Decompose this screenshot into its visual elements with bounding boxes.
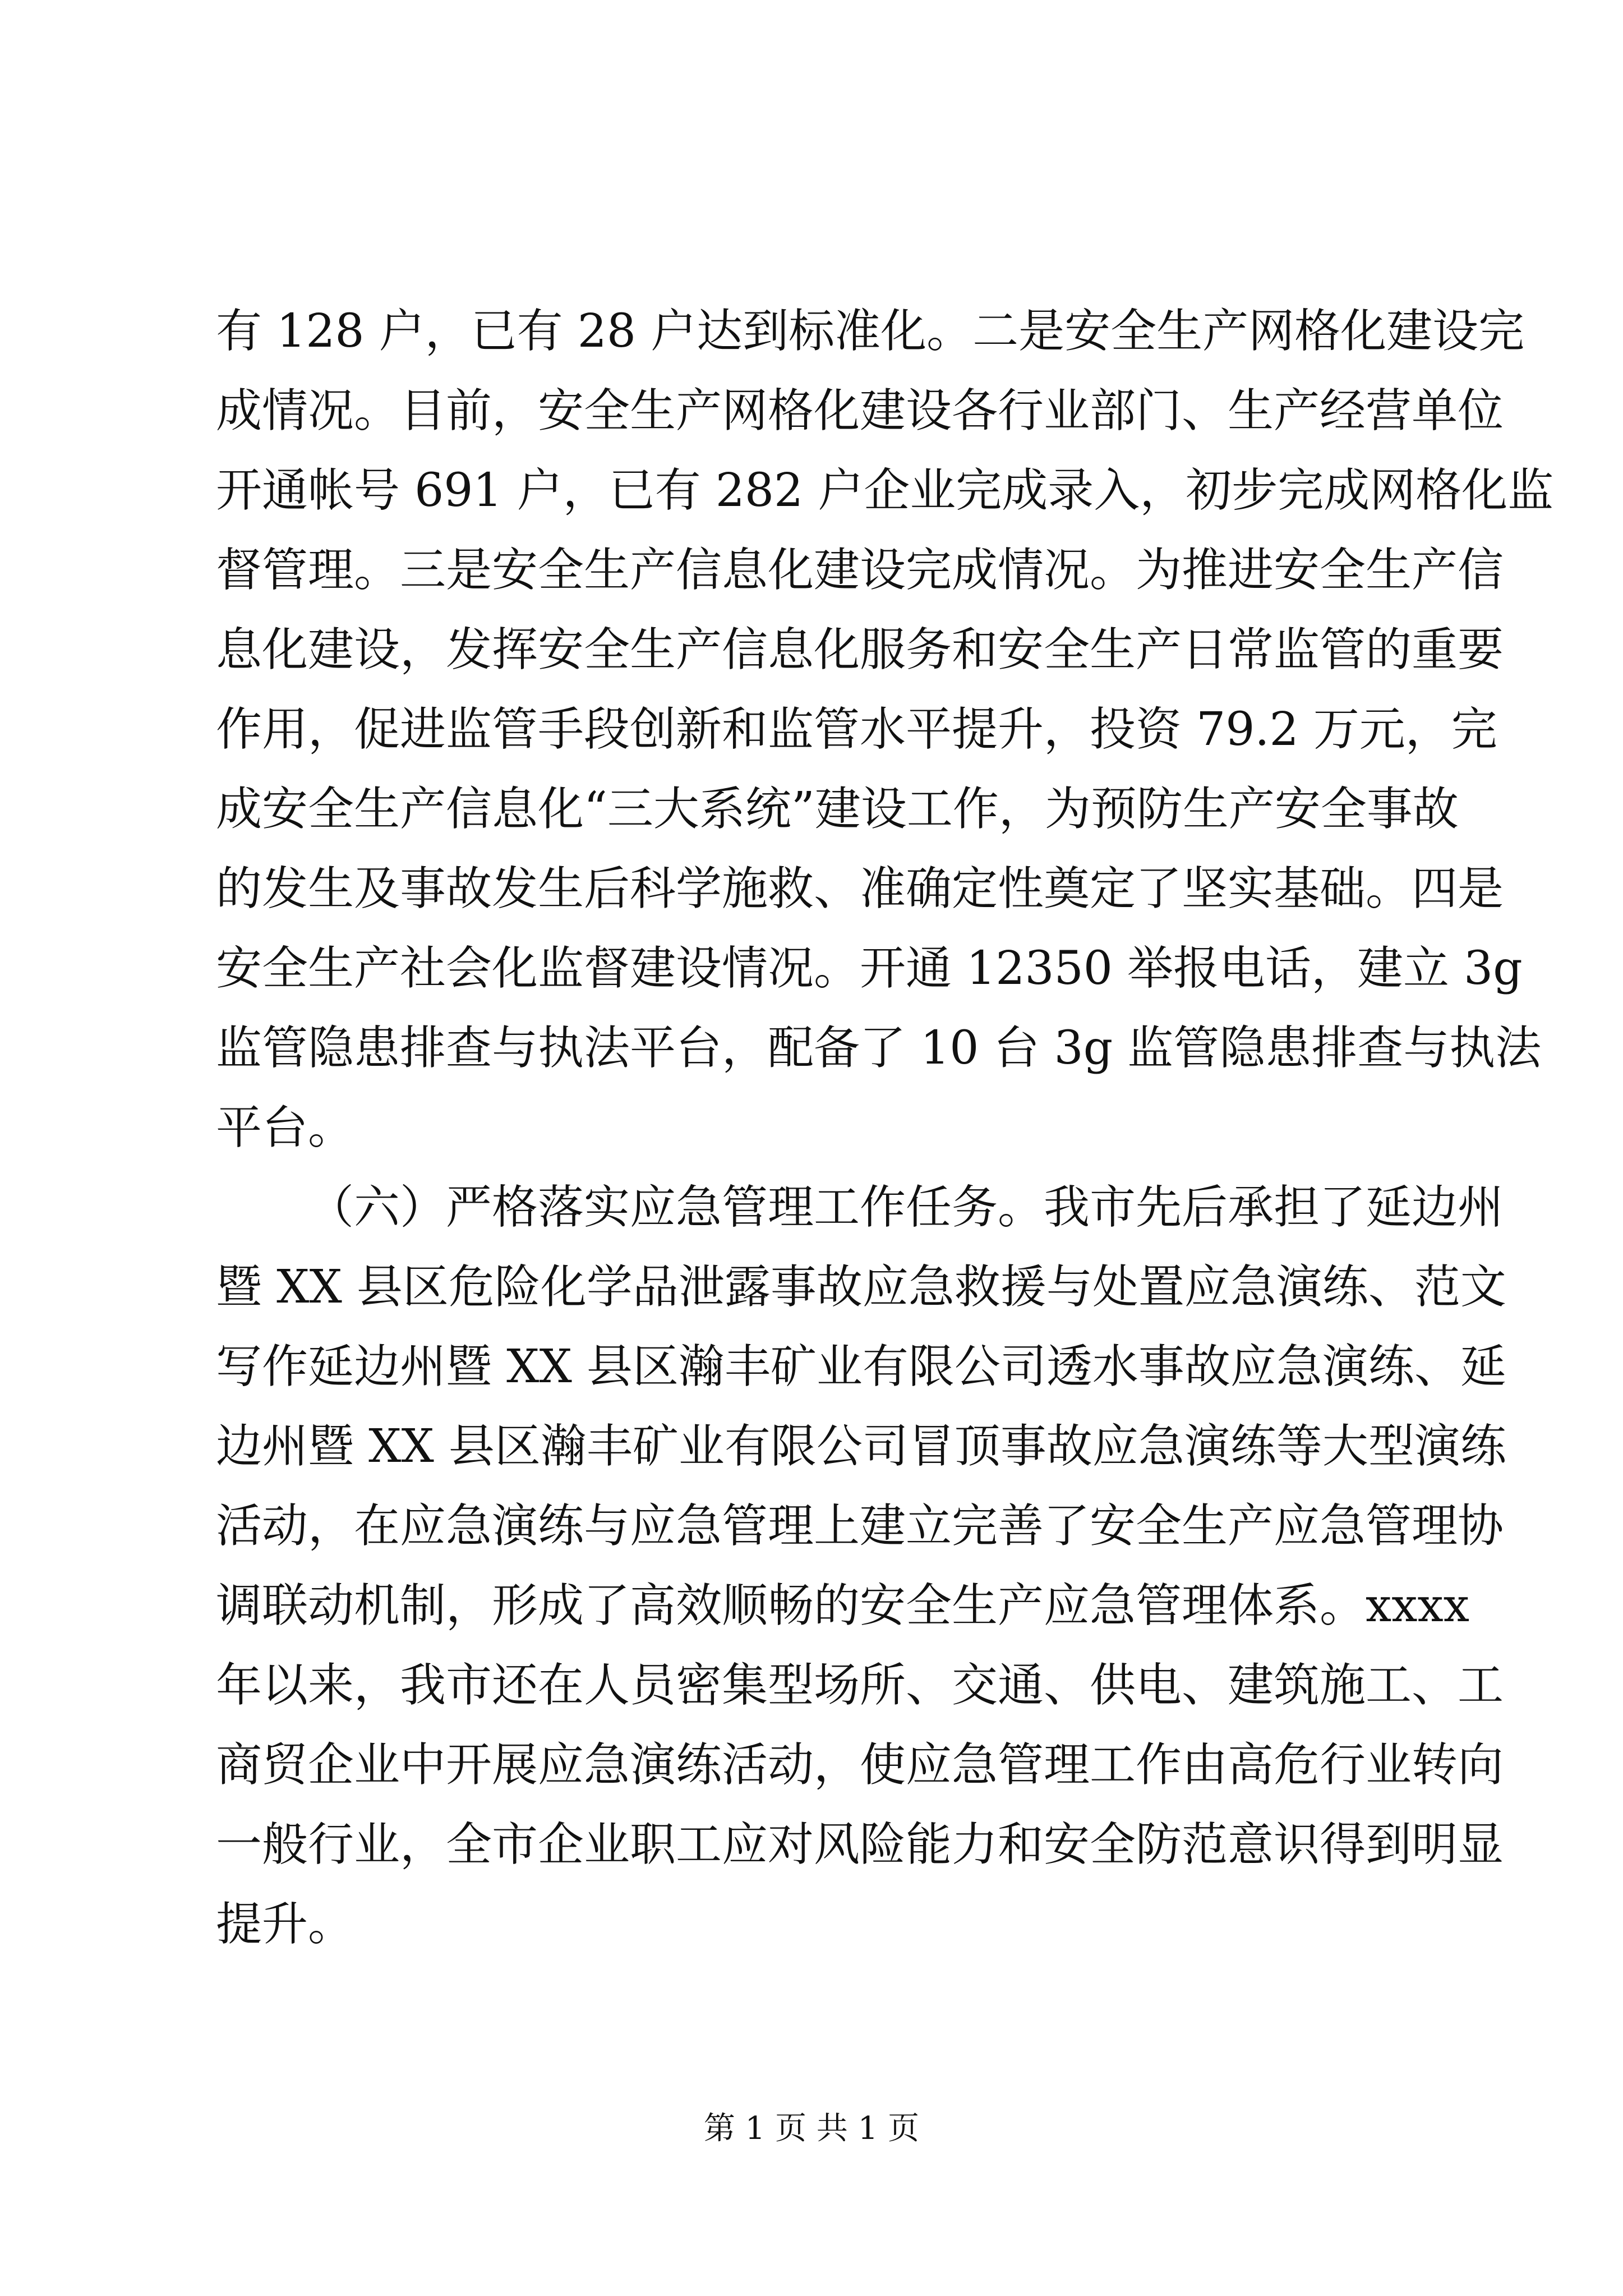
text-line: 平台。 bbox=[216, 1101, 354, 1154]
text-line: 的发生及事故发生后科学施救、准确定性奠定了坚实基础。四是 bbox=[216, 862, 1504, 915]
text-line: 边州暨 XX 县区瀚丰矿业有限公司冒顶事故应急演练等大型演练 bbox=[216, 1420, 1506, 1473]
page-footer bbox=[0, 2109, 1623, 2148]
text-line: 有 128 户，已有 28 户达到标准化。二是安全生产网格化建设完 bbox=[216, 305, 1525, 358]
paragraph-2 bbox=[216, 1168, 1506, 1964]
text-line: 商贸企业中开展应急演练活动，使应急管理工作由高危行业转向 bbox=[216, 1738, 1504, 1792]
text-line: 安全生产社会化监督建设情况。开通 12350 举报电话，建立 3g bbox=[216, 942, 1523, 995]
text-line: 监管隐患排查与执法平台，配备了 10 台 3g 监管隐患排查与执法 bbox=[216, 1022, 1542, 1075]
page-number-label: 第 1 页 共 1 页 bbox=[703, 2110, 920, 2147]
paragraph-1 bbox=[216, 292, 1554, 1168]
text-line: （六）严格落实应急管理工作任务。我市先后承担了延边州 bbox=[308, 1181, 1504, 1234]
text-line: 息化建设，发挥安全生产信息化服务和安全生产日常监管的重要 bbox=[216, 623, 1504, 677]
text-line: 调联动机制，形成了高效顺畅的安全生产应急管理体系。xxxx bbox=[216, 1579, 1469, 1632]
text-line: 成安全生产信息化“三大系统”建设工作，为预防生产安全事故 bbox=[216, 783, 1459, 836]
text-line: 成情况。目前，安全生产网格化建设各行业部门、生产经营单位 bbox=[216, 384, 1504, 438]
text-line: 写作延边州暨 XX 县区瀚丰矿业有限公司透水事故应急演练、延 bbox=[216, 1340, 1506, 1393]
text-line: 一般行业，全市企业职工应对风险能力和安全防范意识得到明显 bbox=[216, 1818, 1504, 1871]
document-body bbox=[216, 292, 1554, 1964]
text-line: 开通帐号 691 户，已有 282 户企业完成录入，初步完成网格化监 bbox=[216, 464, 1554, 517]
text-line: 暨 XX 县区危险化学品泄露事故应急救援与处置应急演练、范文 bbox=[216, 1260, 1506, 1314]
text-line: 活动，在应急演练与应急管理上建立完善了安全生产应急管理协 bbox=[216, 1499, 1504, 1553]
text-line: 督管理。三是安全生产信息化建设完成情况。为推进安全生产信 bbox=[216, 544, 1504, 597]
text-line: 年以来，我市还在人员密集型场所、交通、供电、建筑施工、工 bbox=[216, 1659, 1504, 1712]
text-line: 提升。 bbox=[216, 1898, 354, 1951]
text-line: 作用，促进监管手段创新和监管水平提升，投资 79.2 万元，完 bbox=[216, 703, 1497, 756]
